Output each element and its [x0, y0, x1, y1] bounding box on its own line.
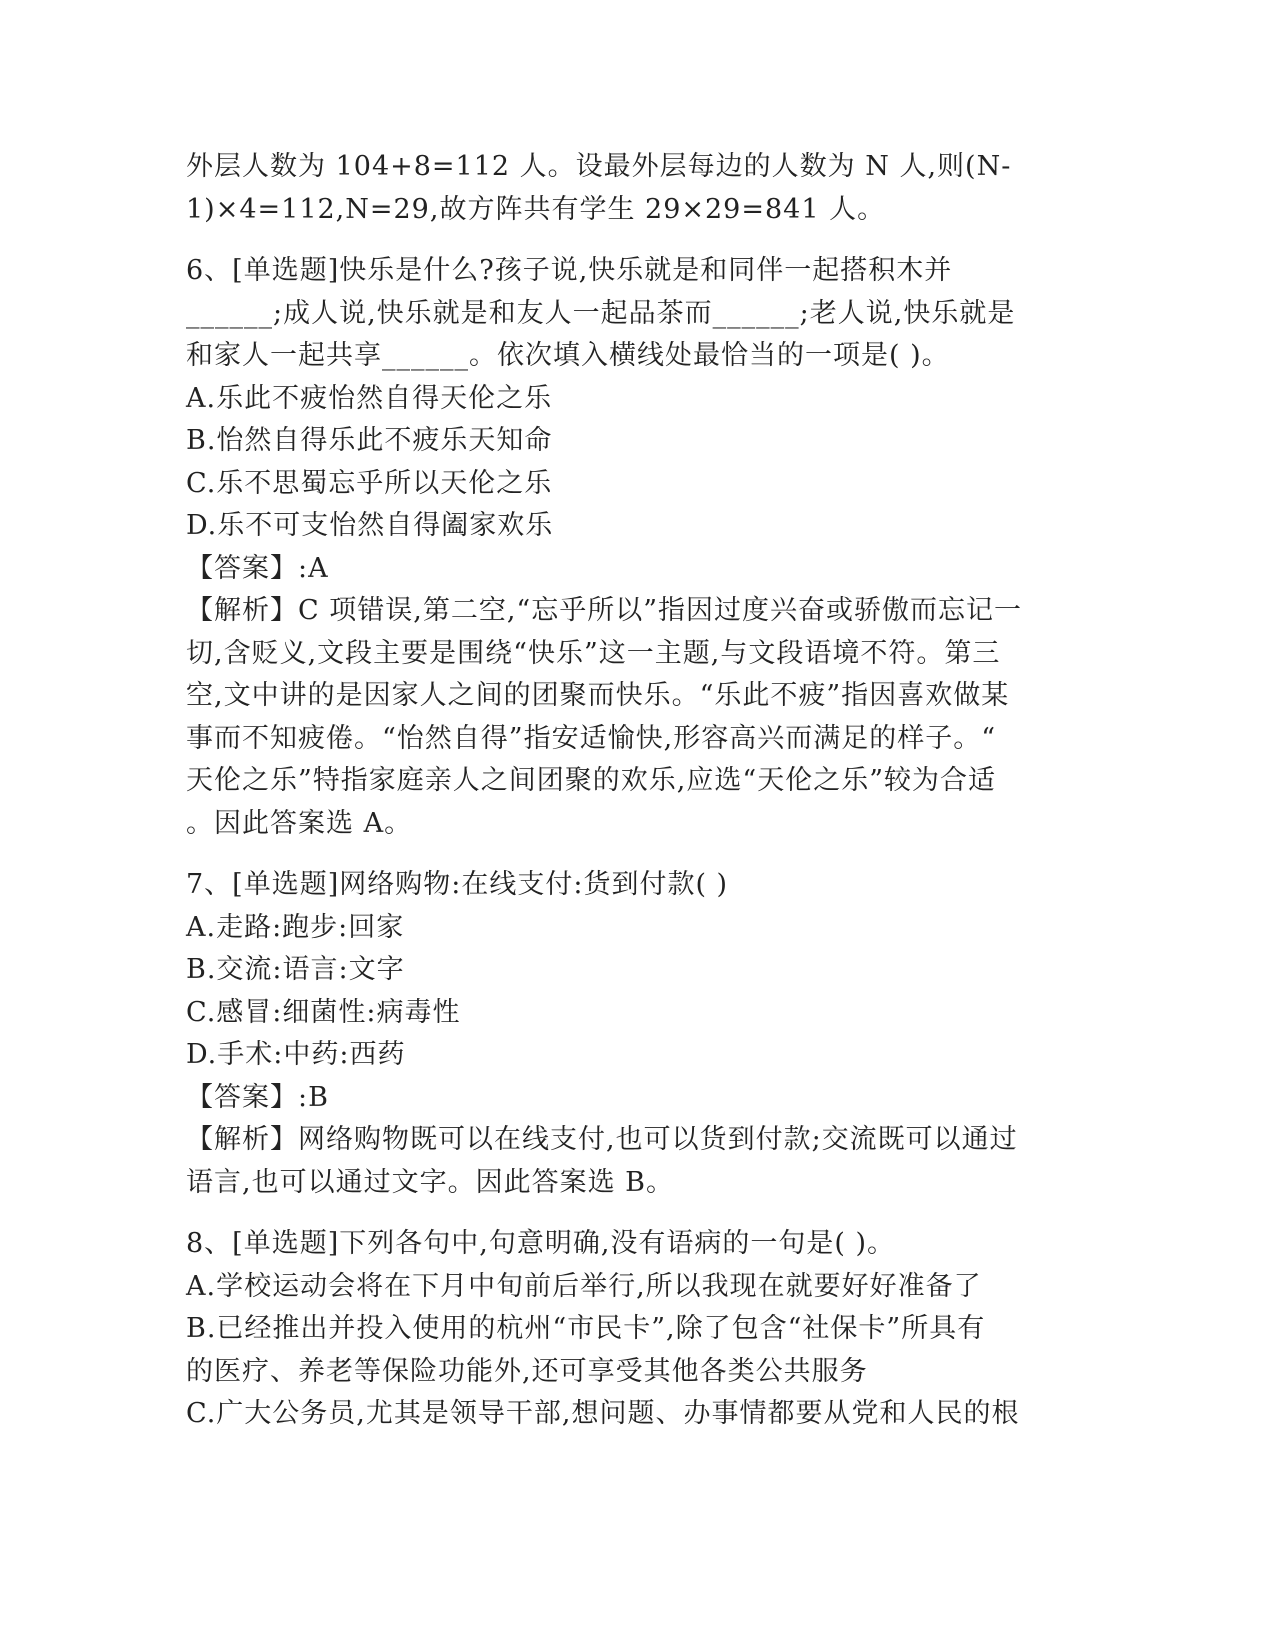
option-b: B.交流:语言:文字 [186, 954, 405, 985]
intro-paragraph [186, 146, 1066, 231]
analysis-line: 切,含贬义,文段主要是围绕“快乐”这一主题,与文段语境不符。第三 [186, 637, 1001, 669]
option-c: C.乐不思蜀忘乎所以天伦之乐 [186, 467, 553, 499]
question-stem-line: 8、[单选题]下列各句中,句意明确,没有语病的一句是( )。 [186, 1228, 896, 1259]
option-a: A.乐此不疲怡然自得天伦之乐 [186, 382, 553, 414]
option-b-continued: 的医疗、养老等保险功能外,还可享受其他各类公共服务 [186, 1355, 868, 1387]
option-c: C.广大公务员,尤其是领导干部,想问题、办事情都要从党和人民的根 [186, 1398, 1020, 1429]
option-a: A.走路:跑步:回家 [186, 911, 405, 943]
question-stem-line: ______;成人说,快乐就是和友人一起品茶而______;老人说,快乐就是 [186, 297, 1016, 329]
analysis-line: 语言,也可以通过文字。因此答案选 B。 [186, 1166, 675, 1198]
option-b: B.怡然自得乐此不疲乐天知命 [186, 425, 553, 456]
question-7 [186, 864, 1066, 1204]
analysis-line: 事而不知疲倦。“怡然自得”指安适愉快,形容高兴而满足的样子。“ [186, 722, 996, 754]
option-d: D.乐不可支怡然自得阖家欢乐 [186, 510, 554, 541]
analysis-line: 空,文中讲的是因家人之间的团聚而快乐。“乐此不疲”指因喜欢做某 [186, 680, 1010, 711]
analysis-line: 。因此答案选 A。 [186, 807, 413, 839]
analysis-line: 天伦之乐”特指家庭亲人之间团聚的欢乐,应选“天伦之乐”较为合适 [186, 765, 996, 796]
option-c: C.感冒:细菌性:病毒性 [186, 996, 461, 1028]
answer-line: 【答案】:A [186, 552, 329, 584]
document-content [186, 146, 1066, 1436]
question-6 [186, 250, 1066, 845]
option-d: D.手术:中药:西药 [186, 1039, 406, 1070]
question-8 [186, 1223, 1066, 1436]
question-stem-line: 7、[单选题]网络购物:在线支付:货到付款( ) [186, 869, 729, 900]
analysis-line: 【解析】网络购物既可以在线支付,也可以货到付款;交流既可以通过 [186, 1124, 1018, 1155]
answer-line: 【答案】:B [186, 1081, 329, 1113]
analysis-line: 【解析】C 项错误,第二空,“忘乎所以”指因过度兴奋或骄傲而忘记一 [186, 595, 1023, 626]
question-stem-line: 6、[单选题]快乐是什么?孩子说,快乐就是和同伴一起搭积木并 [186, 255, 953, 286]
text-line: 外层人数为 104+8=112 人。设最外层每边的人数为 N 人,则(N- [186, 151, 1012, 182]
text-line: 1)×4=112,N=29,故方阵共有学生 29×29=841 人。 [186, 193, 886, 225]
question-stem-line: 和家人一起共享______。依次填入横线处最恰当的一项是( )。 [186, 340, 950, 371]
option-b: B.已经推出并投入使用的杭州“市民卡”,除了包含“社保卡”所具有 [186, 1313, 986, 1344]
option-a: A.学校运动会将在下月中旬前后举行,所以我现在就要好好准备了 [186, 1270, 982, 1302]
